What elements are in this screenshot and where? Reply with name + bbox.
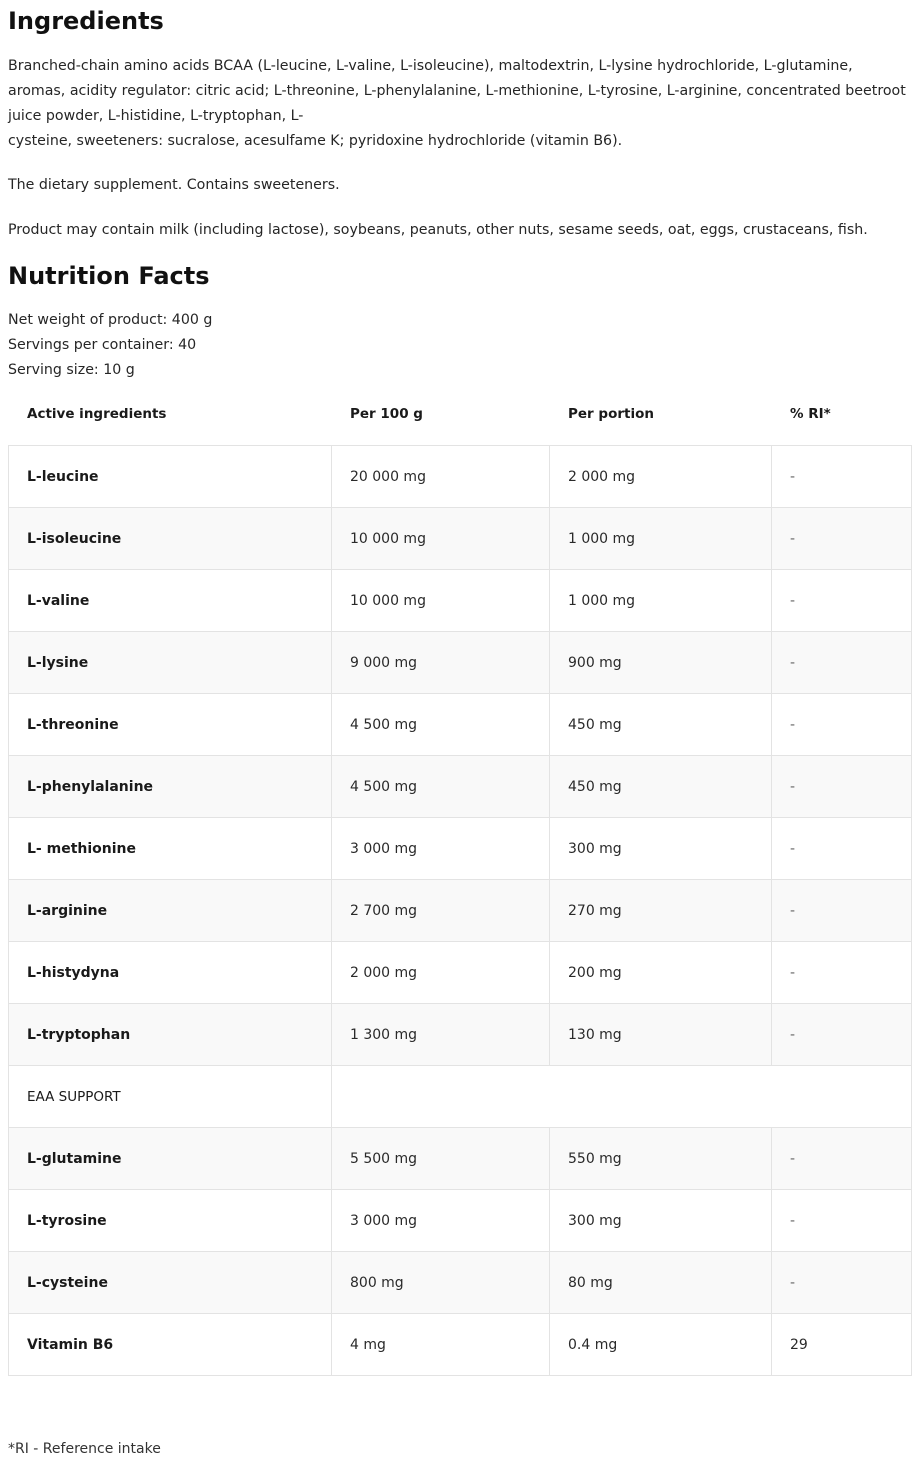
table-row xyxy=(9,1252,912,1314)
per-portion-value: 450 mg xyxy=(550,756,772,818)
table-row xyxy=(9,446,912,508)
table-row xyxy=(9,756,912,818)
per-portion-value: 550 mg xyxy=(550,1128,772,1190)
ingredients-heading: Ingredients xyxy=(8,7,164,35)
per-100g-value: 3 000 mg xyxy=(332,1190,550,1252)
header-active-ingredients: Active ingredients xyxy=(27,406,167,422)
per-100g-value: 2 000 mg xyxy=(332,942,550,1004)
ingredient-name: L-tryptophan xyxy=(9,1004,332,1066)
per-portion-value: 130 mg xyxy=(550,1004,772,1066)
ri-value: - xyxy=(772,508,912,570)
per-100g-value: 10 000 mg xyxy=(332,570,550,632)
header-per-portion: Per portion xyxy=(568,406,654,422)
serving-size: Serving size: 10 g xyxy=(8,362,135,378)
ingredient-name: L-histydyna xyxy=(9,942,332,1004)
table-row xyxy=(9,694,912,756)
per-100g-value: 4 500 mg xyxy=(332,756,550,818)
ingredient-name: L-lysine xyxy=(9,632,332,694)
per-portion-value: 1 000 mg xyxy=(550,508,772,570)
ri-value: - xyxy=(772,1004,912,1066)
table-row xyxy=(9,818,912,880)
per-100g-value: 10 000 mg xyxy=(332,508,550,570)
per-portion-value: 900 mg xyxy=(550,632,772,694)
section-label-eaa-support: EAA SUPPORT xyxy=(9,1066,332,1128)
per-100g-value: 1 300 mg xyxy=(332,1004,550,1066)
table-row xyxy=(9,880,912,942)
ingredient-name: L-arginine xyxy=(9,880,332,942)
ri-value: - xyxy=(772,446,912,508)
ingredient-name: L-isoleucine xyxy=(9,508,332,570)
ri-value: - xyxy=(772,570,912,632)
ingredient-name: Vitamin B6 xyxy=(9,1314,332,1376)
ri-value: - xyxy=(772,1252,912,1314)
table-row xyxy=(9,508,912,570)
ri-value: - xyxy=(772,880,912,942)
ingredient-name: L- methionine xyxy=(9,818,332,880)
table-section-row xyxy=(9,1066,912,1128)
per-100g-value: 9 000 mg xyxy=(332,632,550,694)
section-empty-cell xyxy=(332,1066,912,1128)
table-row xyxy=(9,1004,912,1066)
table-row xyxy=(9,1190,912,1252)
per-portion-value: 1 000 mg xyxy=(550,570,772,632)
ri-value: - xyxy=(772,1190,912,1252)
per-portion-value: 200 mg xyxy=(550,942,772,1004)
nutrition-table xyxy=(8,445,912,1376)
per-100g-value: 4 mg xyxy=(332,1314,550,1376)
ingredients-text-continued: cysteine, sweeteners: sucralose, acesulfame K; pyridoxine hydrochloride (vitamin B6). xyxy=(8,133,623,149)
ri-value: - xyxy=(772,942,912,1004)
per-100g-value: 20 000 mg xyxy=(332,446,550,508)
header-per-100g: Per 100 g xyxy=(350,406,423,422)
ingredients-text xyxy=(8,54,913,154)
per-100g-value: 800 mg xyxy=(332,1252,550,1314)
ingredient-name: L-tyrosine xyxy=(9,1190,332,1252)
ri-footnote: *RI - Reference intake xyxy=(8,1441,161,1457)
ri-value: - xyxy=(772,1128,912,1190)
per-100g-value: 5 500 mg xyxy=(332,1128,550,1190)
per-portion-value: 0.4 mg xyxy=(550,1314,772,1376)
ri-value: 29 xyxy=(772,1314,912,1376)
ri-value: - xyxy=(772,694,912,756)
ingredients-text-main: Branched-chain amino acids BCAA (L-leucine, L-valine, L-isoleucine), maltodextrin, L-lysine hydrochloride, L-glutamine, aromas, acidity regulator: citric acid; L-threonine, L-phenylalanine, L-methionine, L-tyrosine, L-arginine, concentrated beetroot juice powder, L-histidine, L-tryptophan, L- xyxy=(8,58,906,124)
per-100g-value: 4 500 mg xyxy=(332,694,550,756)
table-row xyxy=(9,942,912,1004)
per-portion-value: 80 mg xyxy=(550,1252,772,1314)
net-weight: Net weight of product: 400 g xyxy=(8,312,213,328)
table-row xyxy=(9,1314,912,1376)
per-portion-value: 300 mg xyxy=(550,1190,772,1252)
per-portion-value: 300 mg xyxy=(550,818,772,880)
header-ri: % RI* xyxy=(790,406,831,422)
table-row xyxy=(9,632,912,694)
nutrition-table-header xyxy=(8,398,911,430)
servings-per-container: Servings per container: 40 xyxy=(8,337,197,353)
ingredient-name: L-valine xyxy=(9,570,332,632)
ri-value: - xyxy=(772,818,912,880)
per-100g-value: 2 700 mg xyxy=(332,880,550,942)
per-portion-value: 450 mg xyxy=(550,694,772,756)
ingredient-name: L-threonine xyxy=(9,694,332,756)
dietary-note: The dietary supplement. Contains sweeteners. xyxy=(8,177,340,193)
ri-value: - xyxy=(772,756,912,818)
per-portion-value: 270 mg xyxy=(550,880,772,942)
nutrition-facts-heading: Nutrition Facts xyxy=(8,262,210,290)
per-100g-value: 3 000 mg xyxy=(332,818,550,880)
table-row xyxy=(9,570,912,632)
ingredient-name: L-phenylalanine xyxy=(9,756,332,818)
table-row xyxy=(9,1128,912,1190)
ingredient-name: L-leucine xyxy=(9,446,332,508)
ri-value: - xyxy=(772,632,912,694)
ingredient-name: L-glutamine xyxy=(9,1128,332,1190)
ingredient-name: L-cysteine xyxy=(9,1252,332,1314)
per-portion-value: 2 000 mg xyxy=(550,446,772,508)
allergen-note: Product may contain milk (including lactose), soybeans, peanuts, other nuts, sesame seeds, oat, eggs, crustaceans, fish. xyxy=(8,222,868,238)
